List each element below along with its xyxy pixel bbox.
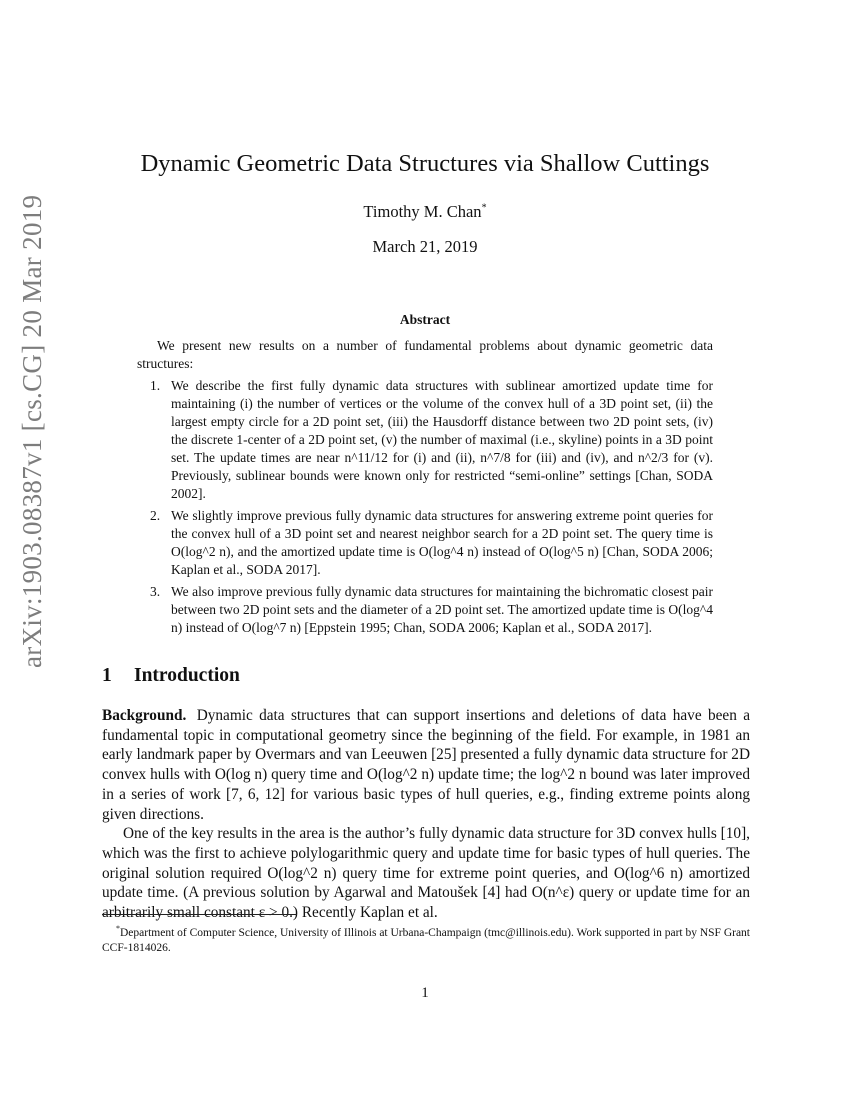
- abstract-item-text: We describe the first fully dynamic data structures with sublinear amortized update time for maintaining (i) the number of vertices or the volume of the convex hull of a 3D point set, (ii) the largest empty circle for a 2D point set, (iii) the Hausdorff distance between two 2D point sets, (iv) the discrete 1-center of a 2D point set, (v) the number of maximal (i.e., skyline) points in a 3D point set. The update times are near n^11/12 for (i) and (ii), n^7/8 for (iii) and (iv), and n^2/3 for (v). Previously, sublinear bounds were known only for restricted “semi-online” settings [Chan, SODA 2002].: [171, 378, 713, 501]
- abstract-contribution-list: [150, 377, 713, 641]
- abstract-item-number: 2.: [150, 508, 161, 523]
- author-name: Timothy M. Chan: [363, 202, 482, 221]
- abstract-heading: Abstract: [399, 312, 451, 327]
- footnote-rule: [102, 914, 297, 915]
- paragraph-text: Dynamic data structures that can support insertions and deletions of data have been a fundamental topic in computational geometry since the beginning of the field. For example, in 1981 an early landmark paper by Overmars and van Leeuwen [25] presented a fully dynamic data structure for 2D convex hulls with O(log n) query time and O(log^2 n) update time; the log^2 n bound was later improved in a series of work [7, 6, 12] for various basic types of hull queries, e.g., finding extreme points along given directions.: [102, 707, 750, 823]
- footnote-text: Department of Computer Science, University of Illinois at Urbana-Champaign (tmc@illinois.edu). Work supported in part by NSF Grant CCF-1814026.: [102, 926, 751, 954]
- section-heading: [102, 665, 240, 687]
- introduction-body: [102, 706, 750, 923]
- abstract-item: [150, 507, 713, 579]
- abstract-item-text: We also improve previous fully dynamic data structures for maintaining the bichromatic closest pair between two 2D point sets and the diameter of a 2D point set. The amortized update time is O(log^4 n) instead of O(log^7 n) [Eppstein 1995; Chan, SODA 2006; Kaplan et al., SODA 2017].: [171, 584, 713, 635]
- author-footnote-mark: *: [481, 202, 487, 214]
- abstract-intro: We present new results on a number of fundamental problems about dynamic geometric data structures:: [137, 338, 713, 371]
- section-title: Introduction: [134, 665, 240, 686]
- abstract-item: [150, 583, 713, 637]
- abstract-item: [150, 377, 713, 503]
- page-number: 1: [421, 985, 429, 1001]
- body-paragraph: [102, 706, 750, 824]
- paper-date: March 21, 2019: [372, 237, 478, 256]
- paper-title: Dynamic Geometric Data Structures via Shallow Cuttings: [140, 150, 710, 177]
- abstract-item-number: 1.: [150, 378, 161, 393]
- footnote: [102, 921, 750, 956]
- author-line: [0, 202, 850, 222]
- abstract-item-text: We slightly improve previous fully dynamic data structures for answering extreme point queries for the convex hull of a 3D point set and nearest neighbor search for a 2D point set. The query time is O(log^2 n), and the amortized update time is O(log^4 n) instead of O(log^5 n) [Chan, SODA 2006; Kaplan et al., SODA 2017].: [171, 508, 713, 577]
- arxiv-identifier: arXiv:1903.08387v1 [cs.CG] 20 Mar 2019: [17, 194, 47, 668]
- paragraph-text: One of the key results in the area is the author’s fully dynamic data structure for 3D convex hulls [10], which was the first to achieve polylogarithmic query and update time for basic types of hull queries. The original solution required O(log^2 n) query time for extreme point queries, and O(log^6 n) amortized update time. (A previous solution by Agarwal and Matoušek [4] had O(n^ε) query or update time for an arbitrarily small constant ε > 0.) Recently Kaplan et al.: [102, 825, 750, 922]
- body-paragraph: [102, 824, 750, 923]
- paragraph-runin-heading: Background.: [102, 707, 187, 724]
- section-number: 1: [102, 665, 112, 686]
- abstract-item-number: 3.: [150, 584, 161, 599]
- footnote-mark: *: [116, 924, 120, 933]
